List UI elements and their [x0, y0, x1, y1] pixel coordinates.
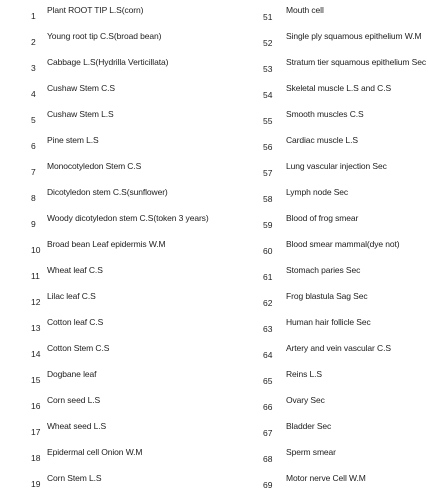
item-number: 3 [31, 63, 36, 73]
list-item [0, 104, 214, 130]
item-name: Cardiac muscle L.S [286, 135, 358, 145]
item-number: 2 [31, 37, 36, 47]
item-number: 54 [263, 90, 273, 100]
item-name: Woody dicotyledon stem C.S(token 3 years) [47, 213, 209, 223]
item-number: 51 [263, 12, 273, 22]
item-name: Corn Stem L.S [47, 473, 102, 483]
item-number: 58 [263, 194, 273, 204]
item-number: 64 [263, 350, 273, 360]
list-item [0, 78, 214, 104]
list-item [214, 182, 428, 208]
list-item [0, 260, 214, 286]
list-item [214, 78, 428, 104]
item-name: Motor nerve Cell W.M [286, 473, 366, 483]
list-item [0, 26, 214, 52]
list-item [0, 312, 214, 338]
item-name: Pine stem L.S [47, 135, 99, 145]
item-name: Cotton leaf C.S [47, 317, 104, 327]
item-name: Single ply squamous epithelium W.M [286, 31, 422, 41]
item-number: 10 [31, 245, 41, 255]
item-name: Human hair follicle Sec [286, 317, 371, 327]
list-item [214, 286, 428, 312]
list-item [214, 390, 428, 416]
list-item [214, 208, 428, 234]
item-number: 14 [31, 349, 41, 359]
list-item [0, 156, 214, 182]
item-number: 63 [263, 324, 273, 334]
list-item [214, 104, 428, 130]
list-item [214, 52, 428, 78]
list-item [0, 364, 214, 390]
list-item [214, 26, 428, 52]
list-item [214, 234, 428, 260]
item-number: 17 [31, 427, 41, 437]
item-name: Bladder Sec [286, 421, 332, 431]
item-number: 52 [263, 38, 273, 48]
item-name: Stomach paries Sec [286, 265, 361, 275]
item-name: Cabbage L.S(Hydrilla Verticillata) [47, 57, 169, 67]
list-item [0, 130, 214, 156]
list-item [0, 52, 214, 78]
item-name: Wheat seed L.S [47, 421, 107, 431]
item-number: 69 [263, 480, 273, 490]
list-item [214, 0, 428, 26]
item-number: 1 [31, 11, 36, 21]
item-number: 56 [263, 142, 273, 152]
item-number: 15 [31, 375, 41, 385]
item-name: Stratum tier squamous epithelium Sec [286, 57, 427, 67]
list-item [0, 0, 214, 26]
item-number: 4 [31, 89, 36, 99]
list-item [0, 390, 214, 416]
item-number: 8 [31, 193, 36, 203]
list-item [0, 338, 214, 364]
item-number: 59 [263, 220, 273, 230]
item-number: 16 [31, 401, 41, 411]
list-item [214, 442, 428, 468]
item-number: 19 [31, 479, 41, 489]
item-number: 55 [263, 116, 273, 126]
list-item [0, 442, 214, 468]
item-number: 12 [31, 297, 41, 307]
item-name: Blood smear mammal(dye not) [286, 239, 400, 249]
item-number: 53 [263, 64, 273, 74]
item-number: 62 [263, 298, 273, 308]
list-item [214, 260, 428, 286]
item-name: Cotton Stem C.S [47, 343, 110, 353]
item-number: 11 [31, 271, 40, 281]
list-item [0, 182, 214, 208]
item-name: Cushaw Stem L.S [47, 109, 114, 119]
item-name: Cushaw Stem C.S [47, 83, 115, 93]
item-name: Blood of frog smear [286, 213, 359, 223]
item-name: Lung vascular injection Sec [286, 161, 387, 171]
item-name: Broad bean Leaf epidermis W.M [47, 239, 166, 249]
item-name: Corn seed L.S [47, 395, 101, 405]
item-name: Skeletal muscle L.S and C.S [286, 83, 392, 93]
item-number: 57 [263, 168, 273, 178]
list-item [214, 130, 428, 156]
list-item [214, 338, 428, 364]
item-name: Mouth cell [286, 5, 324, 15]
item-number: 6 [31, 141, 36, 151]
list-item [0, 208, 214, 234]
list-item [0, 468, 214, 494]
list-item [214, 468, 428, 494]
item-name: Reins L.S [286, 369, 322, 379]
item-number: 18 [31, 453, 41, 463]
item-number: 65 [263, 376, 273, 386]
item-name: Sperm smear [286, 447, 336, 457]
item-name: Smooth muscles C.S [286, 109, 364, 119]
item-name: Lymph node Sec [286, 187, 349, 197]
item-number: 5 [31, 115, 36, 125]
item-name: Frog blastula Sag Sec [286, 291, 368, 301]
item-number: 9 [31, 219, 36, 229]
list-item [214, 312, 428, 338]
list-item [0, 286, 214, 312]
item-name: Wheat leaf C.S [47, 265, 103, 275]
item-name: Ovary Sec [286, 395, 325, 405]
list-item [214, 416, 428, 442]
item-name: Plant ROOT TIP L.S(corn) [47, 5, 144, 15]
list-item [214, 364, 428, 390]
item-number: 13 [31, 323, 41, 333]
list-item [0, 416, 214, 442]
item-name: Artery and vein vascular C.S [286, 343, 391, 353]
item-number: 67 [263, 428, 273, 438]
item-number: 61 [263, 272, 273, 282]
item-number: 68 [263, 454, 273, 464]
item-name: Monocotyledon Stem C.S [47, 161, 142, 171]
item-name: Young root tip C.S(broad bean) [47, 31, 162, 41]
list-item [0, 234, 214, 260]
item-number: 60 [263, 246, 273, 256]
item-name: Dicotyledon stem C.S(sunflower) [47, 187, 168, 197]
item-name: Lilac leaf C.S [47, 291, 96, 301]
item-number: 7 [31, 167, 36, 177]
item-number: 66 [263, 402, 273, 412]
list-item [214, 156, 428, 182]
item-name: Dogbane leaf [47, 369, 97, 379]
item-name: Epidermal cell Onion W.M [47, 447, 143, 457]
